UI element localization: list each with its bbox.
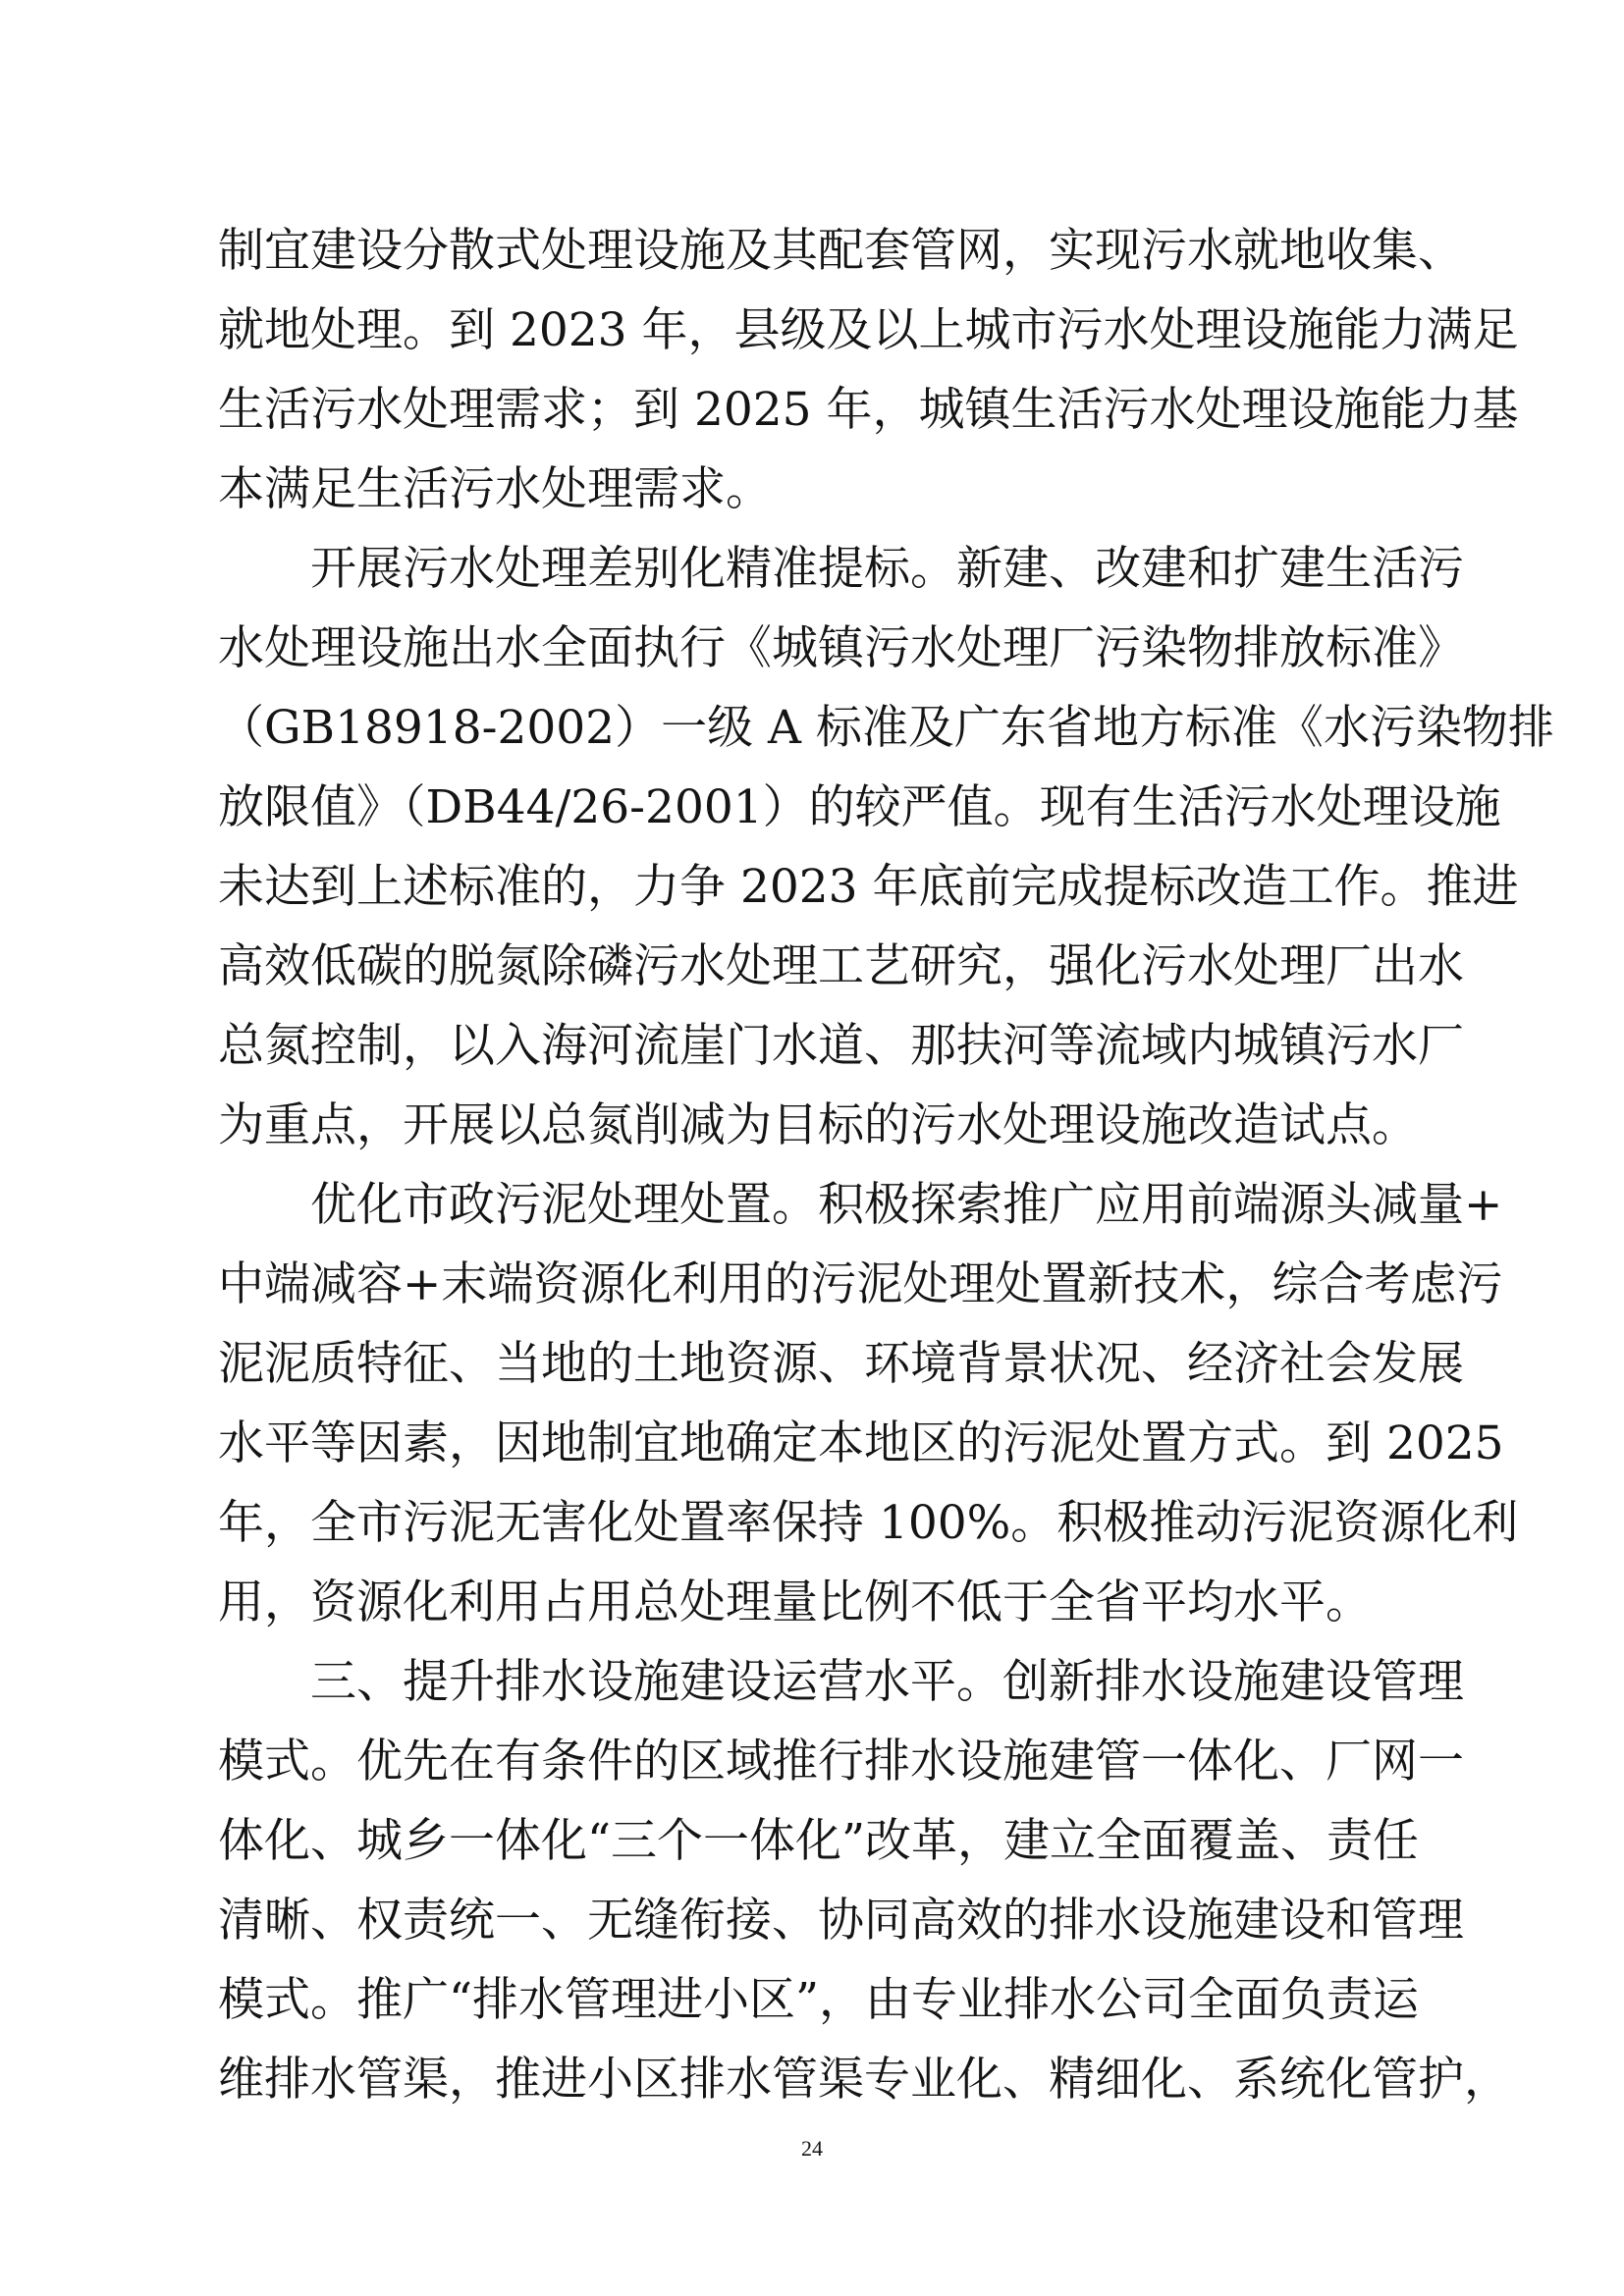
text-line: 为重点，开展以总氮削减为目标的污水处理设施改造试点。 <box>218 1098 1418 1152</box>
paragraph-first-line: 三、提升排水设施建设运营水平。创新排水设施建设管理 <box>310 1655 1464 1709</box>
text-line: 生活污水处理需求；到 2025 年，城镇生活污水处理设施能力基 <box>218 383 1519 437</box>
text-line: 高效低碳的脱氮除磷污水处理工艺研究，强化污水处理厂出水 <box>218 939 1464 993</box>
text-line: 中端减容+末端资源化利用的污泥处理处置新技术，综合考虑污 <box>218 1257 1503 1311</box>
text-line: 本满足生活污水处理需求。 <box>218 462 772 516</box>
text-line: 总氮控制，以入海河流崖门水道、那扶河等流域内城镇污水厂 <box>218 1019 1464 1073</box>
text-line: 泥泥质特征、当地的土地资源、环境背景状况、经济社会发展 <box>218 1337 1464 1391</box>
paragraph-first-line: 优化市政污泥处理处置。积极探索推广应用前端源头减量+ <box>310 1178 1503 1232</box>
text-line: 放限值》（DB44/26-2001）的较严值。现有生活污水处理设施 <box>218 780 1501 834</box>
text-line: 模式。推广“排水管理进小区”，由专业排水公司全面负责运 <box>218 1973 1420 2027</box>
page-number: 24 <box>801 2136 823 2161</box>
text-line: 体化、城乡一体化“三个一体化”改革，建立全面覆盖、责任 <box>218 1814 1420 1868</box>
text-line: 模式。优先在有条件的区域推行排水设施建管一体化、厂网一 <box>218 1735 1464 1789</box>
text-line: 制宜建设分散式处理设施及其配套管网，实现污水就地收集、 <box>218 224 1464 278</box>
text-line: 就地处理。到 2023 年，县级及以上城市污水处理设施能力满足 <box>218 303 1519 357</box>
text-line: 维排水管渠，推进小区排水管渠专业化、精细化、系统化管护， <box>218 2053 1510 2107</box>
paragraph-first-line: 开展污水处理差别化精准提标。新建、改建和扩建生活污 <box>310 542 1464 596</box>
text-line: 清晰、权责统一、无缝衔接、协同高效的排水设施建设和管理 <box>218 1894 1464 1948</box>
text-line: （GB18918-2002）一级 A 标准及广东省地方标准《水污染物排 <box>218 701 1554 755</box>
text-line: 未达到上述标准的，力争 2023 年底前完成提标改造工作。推进 <box>218 860 1519 914</box>
text-line: 水平等因素，因地制宜地确定本地区的污泥处置方式。到 2025 <box>218 1416 1504 1470</box>
text-line: 水处理设施出水全面执行《城镇污水处理厂污染物排放标准》 <box>218 621 1464 675</box>
text-line: 年，全市污泥无害化处置率保持 100%。积极推动污泥资源化利 <box>218 1496 1519 1550</box>
text-line: 用，资源化利用占用总处理量比例不低于全省平均水平。 <box>218 1575 1372 1629</box>
